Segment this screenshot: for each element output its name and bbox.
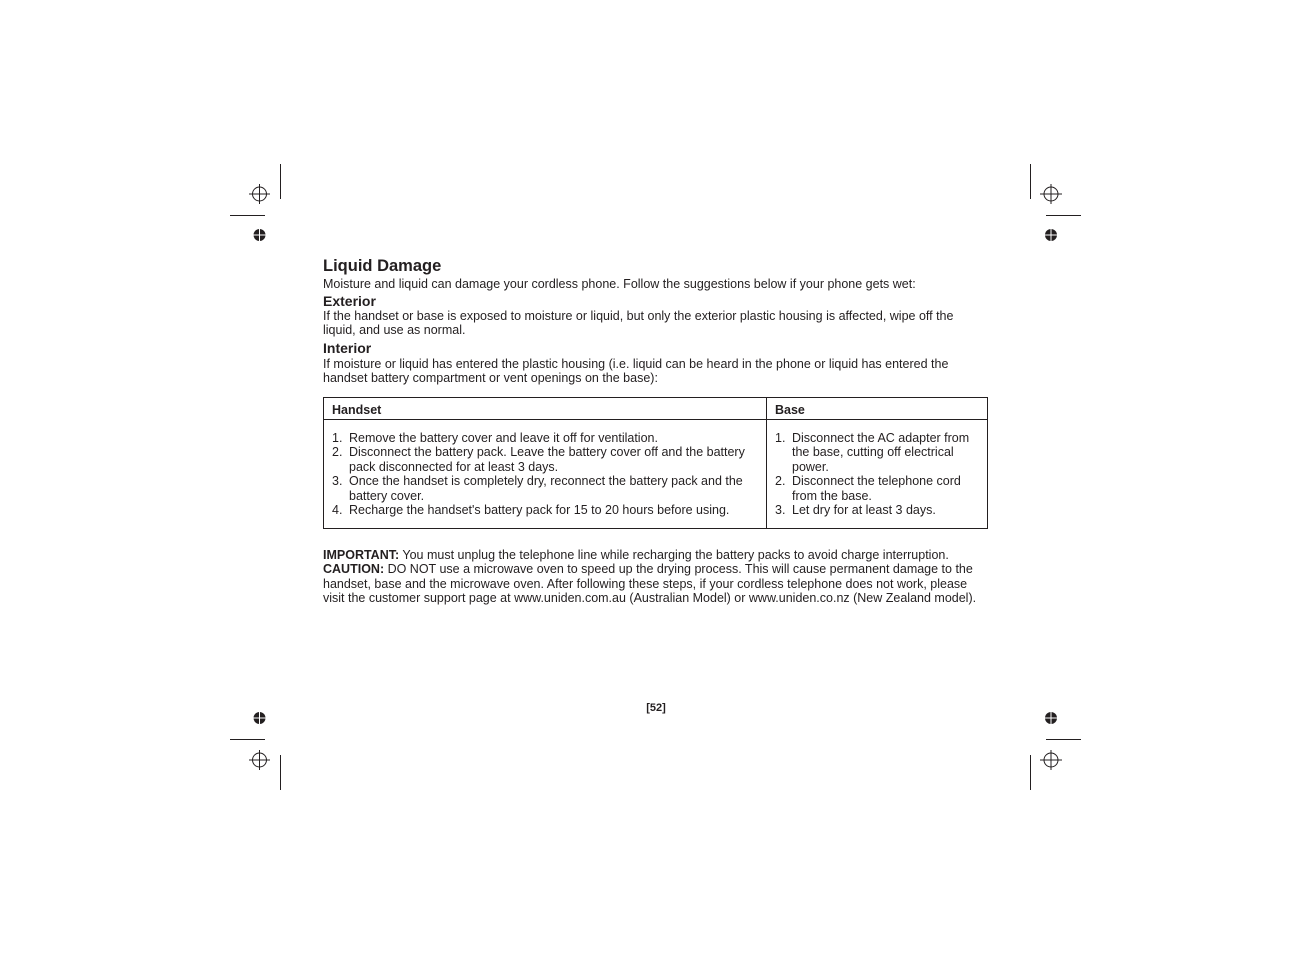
notes-section <box>323 548 988 606</box>
caution-label: CAUTION: <box>323 562 385 576</box>
important-label: IMPORTANT: <box>323 547 400 562</box>
handset-steps-list <box>332 431 758 518</box>
important-note <box>323 548 988 563</box>
base-steps-list <box>775 431 979 518</box>
page-number: [52] <box>646 702 666 714</box>
list-item: 1. Disconnect the AC adapter from the base, cutting off electrical power. <box>775 430 970 474</box>
base-steps-cell <box>767 419 988 528</box>
list-item: 2. Disconnect the battery pack. Leave the battery cover off and the battery pack disconnected for at least 3 days. <box>332 445 745 474</box>
interior-text: If moisture or liquid has entered the plastic housing (i.e. liquid can be heard in the phone or liquid has entered the handset battery compartment or vent openings on the base): <box>323 356 949 385</box>
handset-column-header: Handset <box>324 397 767 419</box>
page-content <box>323 256 988 606</box>
list-item: 2. Disconnect the telephone cord from the base. <box>775 474 961 503</box>
caution-note <box>323 562 988 606</box>
base-column-header: Base <box>767 397 988 419</box>
interior-heading: Interior <box>323 339 372 356</box>
exterior-heading: Exterior <box>323 292 376 309</box>
list-item: 4. Recharge the handset's battery pack for 15 to 20 hours before using. <box>332 503 730 517</box>
important-text: You must unplug the telephone line while recharging the battery packs to avoid charge interruption. <box>399 547 949 562</box>
drying-steps-table <box>323 397 988 529</box>
caution-text: DO NOT use a microwave oven to speed up the drying process. This will cause permanent damage to the handset, base and the microwave oven. After following these steps, if your cordless telephone does not work, please visit the customer support page at www.uniden.com.au (Australian Model) or www.uniden.co.nz (New Zealand model). <box>323 562 977 605</box>
handset-steps-cell <box>324 419 767 528</box>
list-item: 3. Let dry for at least 3 days. <box>775 503 936 517</box>
list-item: 3. Once the handset is completely dry, reconnect the battery pack and the battery cover. <box>332 474 743 503</box>
exterior-text: If the handset or base is exposed to moisture or liquid, but only the exterior plastic housing is affected, wipe off the liquid, and use as normal. <box>323 308 954 337</box>
intro-text: Moisture and liquid can damage your cordless phone. Follow the suggestions below if your phone gets wet: <box>323 277 916 291</box>
page-title: Liquid Damage <box>323 257 442 275</box>
list-item: 1. Remove the battery cover and leave it off for ventilation. <box>332 430 658 445</box>
